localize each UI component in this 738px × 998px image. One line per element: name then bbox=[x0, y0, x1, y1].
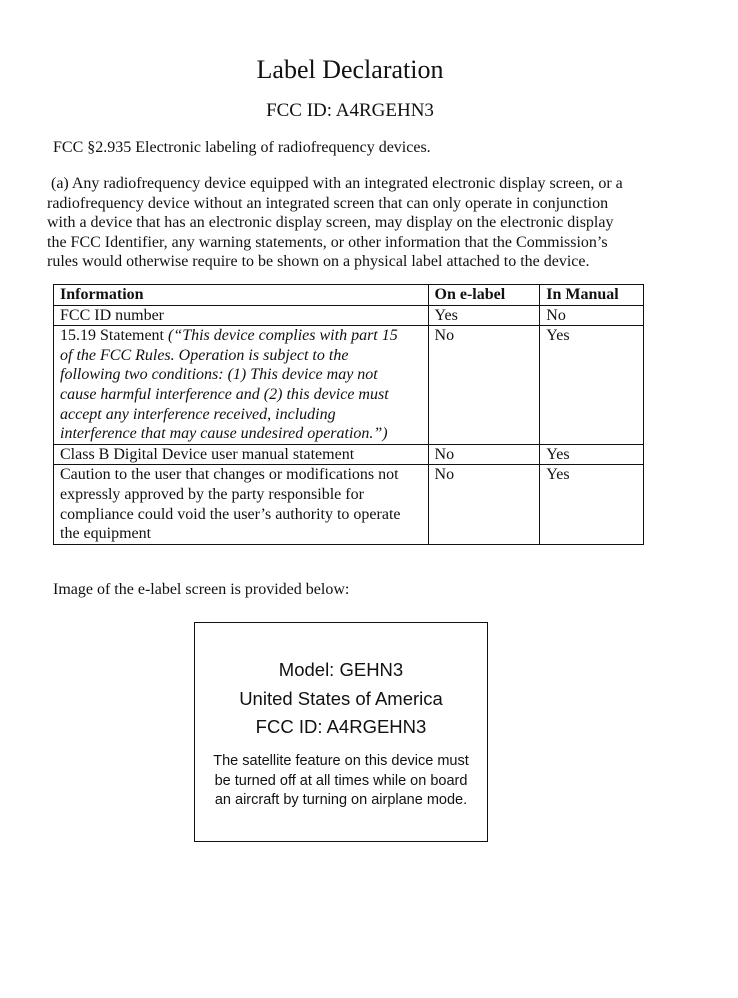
statement-quote-line: interference that may cause undesired operation.”) bbox=[60, 425, 388, 443]
elabel-fcc-id: FCC ID: A4RGEHN3 bbox=[255, 716, 427, 737]
rule-reference: FCC §2.935 Electronic labeling of radiofrequency devices. bbox=[53, 139, 431, 156]
row-in-manual: Yes bbox=[540, 326, 644, 445]
elabel-caption: Image of the e-label screen is provided below: bbox=[53, 581, 350, 598]
caution-line: expressly approved by the party responsible for bbox=[60, 485, 364, 503]
caution-line: the equipment bbox=[60, 525, 152, 543]
paragraph-line: with a device that has an electronic display screen, may display on the electronic display bbox=[47, 214, 614, 232]
row-in-manual: Yes bbox=[540, 465, 644, 544]
warning-line: The satellite feature on this device must bbox=[213, 753, 469, 769]
header-information: Information bbox=[54, 285, 429, 306]
header-on-elabel: On e-label bbox=[428, 285, 540, 306]
paragraph-line: the FCC Identifier, any warning statements, or other information that the Commission’s bbox=[47, 233, 608, 251]
row-on-elabel: No bbox=[428, 465, 540, 544]
elabel-country: United States of America bbox=[239, 687, 443, 709]
paragraph-line: radiofrequency device without an integrated screen that can only operate in conjunction bbox=[47, 194, 609, 212]
elabel-screen bbox=[194, 622, 488, 842]
statement-quote-line: of the FCC Rules. Operation is subject to the bbox=[60, 346, 349, 364]
row-info: Class B Digital Device user manual statement bbox=[54, 444, 429, 465]
statement-quote-line: accept any interference received, including bbox=[60, 405, 336, 423]
fcc-id-heading: FCC ID: A4RGEHN3 bbox=[266, 100, 434, 121]
warning-line: be turned off at all times while on board bbox=[214, 772, 468, 789]
elabel-warning bbox=[195, 752, 487, 811]
table-row bbox=[54, 305, 644, 326]
row-on-elabel: No bbox=[428, 326, 540, 445]
statement-quote-line: following two conditions: (1) This device may not bbox=[60, 366, 378, 384]
table-row bbox=[54, 465, 644, 544]
row-in-manual: Yes bbox=[540, 444, 644, 465]
paragraph-line: (a) Any radiofrequency device equipped with an integrated electronic display screen, or a bbox=[47, 175, 623, 192]
row-info bbox=[54, 326, 429, 445]
row-in-manual: No bbox=[540, 305, 644, 326]
table-row bbox=[54, 326, 644, 445]
elabel-id-block bbox=[195, 656, 487, 742]
elabel-model: Model: GEHN3 bbox=[278, 659, 404, 680]
statement-quote-line: cause harmful interference and (2) this device must bbox=[60, 385, 389, 403]
paragraph-line: rules would otherwise require to be shown on a physical label attached to the device. bbox=[47, 253, 590, 271]
row-info: FCC ID number bbox=[54, 305, 429, 326]
row-on-elabel: No bbox=[428, 444, 540, 465]
row-on-elabel: Yes bbox=[428, 305, 540, 326]
statement-quote-line: (“This device complies with part 15 bbox=[167, 327, 398, 345]
rule-paragraph bbox=[47, 174, 662, 272]
statement-label: 15.19 Statement bbox=[60, 327, 168, 345]
page-title: Label Declaration bbox=[256, 55, 444, 84]
caution-line: compliance could void the user’s authority to operate bbox=[60, 505, 401, 523]
table-row bbox=[54, 444, 644, 465]
caution-line: Caution to the user that changes or modifications not bbox=[60, 466, 399, 484]
table-header-row bbox=[54, 285, 644, 306]
warning-line: an aircraft by turning on airplane mode. bbox=[214, 792, 468, 808]
row-info bbox=[54, 465, 429, 544]
label-declaration-table bbox=[53, 284, 644, 545]
header-in-manual: In Manual bbox=[540, 285, 644, 306]
